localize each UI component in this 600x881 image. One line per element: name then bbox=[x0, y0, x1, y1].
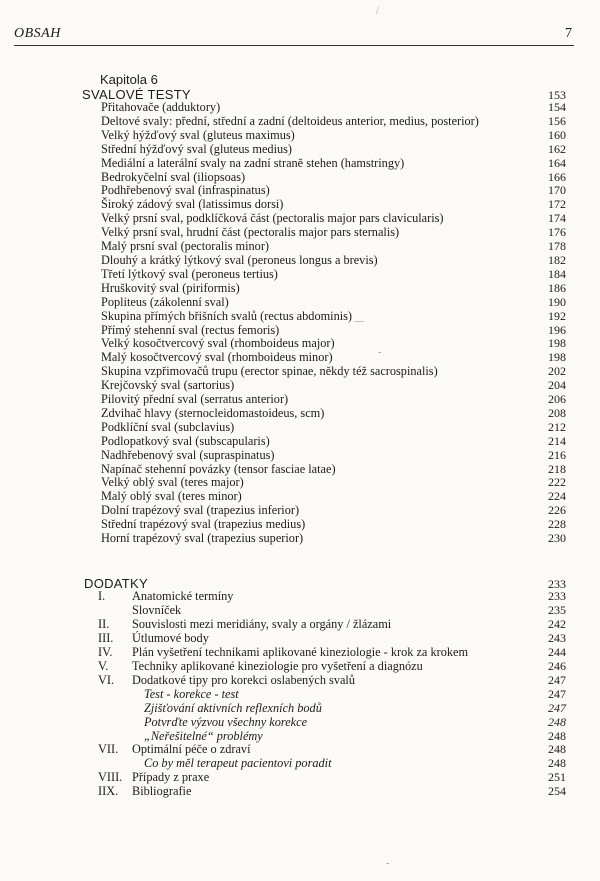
toc-entry bbox=[101, 421, 566, 435]
toc-entry-title: Střední trapézový sval (trapezius medius) bbox=[101, 517, 306, 532]
chapter-label: Kapitola 6 bbox=[100, 72, 158, 87]
toc-entry-page: 182 bbox=[548, 252, 566, 267]
toc-entry-page: 174 bbox=[548, 211, 566, 226]
toc-entry bbox=[101, 115, 566, 129]
appendix-entry bbox=[98, 757, 566, 771]
toc-entry-page: 178 bbox=[548, 239, 566, 254]
toc-entry-page: 214 bbox=[548, 433, 566, 448]
toc-entry bbox=[101, 184, 566, 198]
toc-entry-page: 226 bbox=[548, 503, 566, 518]
appendix-entry bbox=[98, 730, 566, 744]
appendix-entry-page: 244 bbox=[548, 644, 566, 659]
appendix-entry-number: VI. bbox=[98, 672, 115, 687]
appendix-entry bbox=[98, 660, 566, 674]
toc-entry-title: Velký prsní sval, podklíčková část (pectoralis major pars clavicularis) bbox=[101, 211, 444, 226]
appendix-entry bbox=[98, 646, 566, 660]
appendix-entry-title: Anatomické termíny bbox=[132, 589, 234, 603]
appendix-entry bbox=[98, 590, 566, 604]
appendix-entry-number: IIX. bbox=[98, 784, 119, 799]
appendix-entry-title: Techniky aplikované kineziologie pro vyšetření a diagnózu bbox=[132, 658, 423, 673]
appendix-entry bbox=[98, 785, 566, 799]
toc-entry-page: 156 bbox=[548, 113, 566, 128]
scan-speck: / bbox=[376, 6, 379, 17]
appendix-entry bbox=[98, 716, 566, 730]
appendix-entry bbox=[98, 688, 566, 702]
toc-entry-title: Deltové svaly: přední, střední a zadní (deltoideus anterior, medius, posterior) bbox=[101, 113, 479, 128]
appendix-heading-page: 233 bbox=[548, 577, 566, 591]
appendix-entry-page: 247 bbox=[548, 686, 566, 701]
toc-entry bbox=[101, 379, 566, 393]
toc-entry bbox=[101, 365, 566, 379]
toc-entry-title: Podklíční sval (subclavius) bbox=[101, 419, 235, 434]
appendix-entry-page: 247 bbox=[548, 700, 566, 715]
header-rule bbox=[14, 45, 574, 46]
toc-entry-page: 172 bbox=[548, 197, 566, 212]
toc-entry bbox=[101, 282, 566, 296]
toc-entry-page: 176 bbox=[548, 225, 566, 240]
chapter-entry-list bbox=[101, 101, 566, 546]
toc-entry bbox=[101, 171, 566, 185]
appendix-entry-title: Slovníček bbox=[132, 602, 182, 617]
toc-entry bbox=[101, 101, 566, 115]
toc-entry-page: 166 bbox=[548, 169, 566, 184]
toc-entry-page: 186 bbox=[548, 280, 566, 295]
appendix-entry-page: 235 bbox=[548, 602, 566, 617]
toc-entry-page: 230 bbox=[548, 531, 566, 546]
toc-entry-page: 196 bbox=[548, 322, 566, 337]
appendix-entry-number: I. bbox=[98, 589, 106, 603]
toc-entry bbox=[101, 310, 566, 324]
toc-entry-title: Krejčovský sval (sartorius) bbox=[101, 378, 235, 393]
toc-entry-title: Podhřebenový sval (infraspinatus) bbox=[101, 183, 270, 198]
toc-entry-page: 204 bbox=[548, 378, 566, 393]
chapter-heading-page: 153 bbox=[548, 88, 566, 102]
appendix-entry-title: Potvrďte výzvou všechny korekce bbox=[144, 714, 308, 729]
toc-entry-title: Velký kosočtvercový sval (rhomboideus major) bbox=[101, 336, 335, 351]
toc-entry-title: Horní trapézový sval (trapezius superior) bbox=[101, 531, 304, 546]
appendix-entry-title: Souvislosti mezi meridiány, svaly a orgány / žlázami bbox=[132, 616, 392, 631]
toc-entry bbox=[101, 212, 566, 226]
toc-entry bbox=[101, 435, 566, 449]
appendix-entry-list bbox=[98, 590, 566, 799]
appendix-entry bbox=[98, 632, 566, 646]
toc-entry-title: Mediální a laterální svaly na zadní straně stehen (hamstringy) bbox=[101, 155, 405, 170]
appendix-entry-page: 246 bbox=[548, 658, 566, 673]
toc-entry-page: 202 bbox=[548, 364, 566, 379]
toc-entry-title: Dolní trapézový sval (trapezius inferior) bbox=[101, 503, 300, 518]
toc-entry-title: Malý kosočtvercový sval (rhomboideus minor) bbox=[101, 350, 333, 365]
toc-entry-page: 170 bbox=[548, 183, 566, 198]
appendix-entry-page: 248 bbox=[548, 714, 566, 729]
page-number: 7 bbox=[565, 26, 572, 41]
toc-entry-page: 212 bbox=[548, 419, 566, 434]
appendix-entry-number: VII. bbox=[98, 742, 119, 757]
toc-entry-title: Skupina vzpřimovačů trupu (erector spinae, někdy též sacrospinalis) bbox=[101, 364, 438, 379]
appendix-entry-page: 248 bbox=[548, 728, 566, 743]
appendix-entry-number: V. bbox=[98, 658, 109, 673]
toc-entry-title: Velký hýžďový sval (gluteus maximus) bbox=[101, 127, 295, 142]
toc-entry-title: Přímý stehenní sval (rectus femoris) bbox=[101, 322, 280, 337]
toc-entry bbox=[101, 240, 566, 254]
scan-speck: - bbox=[386, 858, 390, 869]
appendix-entry-title: Případy z praxe bbox=[132, 770, 210, 785]
toc-entry-page: 218 bbox=[548, 461, 566, 476]
toc-entry-page: 190 bbox=[548, 294, 566, 309]
appendix-entry-page: 242 bbox=[548, 616, 566, 631]
appendix-entry-title: Útlumové body bbox=[132, 630, 209, 645]
toc-entry-page: 206 bbox=[548, 392, 566, 407]
appendix-entry bbox=[98, 743, 566, 757]
toc-entry bbox=[101, 268, 566, 282]
toc-entry bbox=[101, 143, 566, 157]
appendix-entry bbox=[98, 771, 566, 785]
appendix-entry-page: 233 bbox=[548, 589, 566, 603]
appendix-entry-page: 248 bbox=[548, 742, 566, 757]
toc-entry-title: Podlopatkový sval (subscapularis) bbox=[101, 433, 270, 448]
chapter-heading: SVALOVÉ TESTY bbox=[82, 87, 191, 102]
toc-entry-title: Široký zádový sval (latissimus dorsi) bbox=[101, 197, 284, 212]
appendix-entry-number: IV. bbox=[98, 644, 113, 659]
toc-entry-page: 160 bbox=[548, 127, 566, 142]
toc-entry-title: Napínač stehenní povázky (tensor fasciae latae) bbox=[101, 461, 336, 476]
scan-speck: — bbox=[354, 316, 364, 327]
toc-entry-title: Pilovitý přední sval (serratus anterior) bbox=[101, 392, 289, 407]
running-header-title: OBSAH bbox=[14, 26, 61, 41]
toc-entry-page: 198 bbox=[548, 350, 566, 365]
appendix-entry-page: 248 bbox=[548, 756, 566, 771]
toc-entry-page: 222 bbox=[548, 475, 566, 490]
appendix-entry-number: III. bbox=[98, 630, 114, 645]
toc-entry-title: Střední hýžďový sval (gluteus medius) bbox=[101, 141, 293, 156]
toc-entry-title: Třetí lýtkový sval (peroneus tertius) bbox=[101, 266, 278, 281]
toc-entry-page: 154 bbox=[548, 100, 566, 114]
toc-entry bbox=[101, 254, 566, 268]
toc-entry bbox=[101, 407, 566, 421]
toc-entry-title: Popliteus (zákolenní sval) bbox=[101, 294, 229, 309]
toc-entry bbox=[101, 324, 566, 338]
appendix-entry bbox=[98, 604, 566, 618]
toc-entry bbox=[101, 296, 566, 310]
toc-entry bbox=[101, 226, 566, 240]
appendix-entry-page: 243 bbox=[548, 630, 566, 645]
toc-entry bbox=[101, 449, 566, 463]
toc-entry-title: Velký prsní sval, hrudní část (pectoralis major pars sternalis) bbox=[101, 225, 400, 240]
appendix-heading: DODATKY bbox=[84, 576, 148, 591]
toc-entry-title: Dlouhý a krátký lýtkový sval (peroneus longus a brevis) bbox=[101, 252, 378, 267]
appendix-entry-page: 247 bbox=[548, 672, 566, 687]
toc-entry-title: Přitahovače (adduktory) bbox=[101, 100, 221, 114]
toc-entry-page: 192 bbox=[548, 308, 566, 323]
toc-entry bbox=[101, 198, 566, 212]
toc-entry-page: 208 bbox=[548, 405, 566, 420]
appendix-entry-title: Optimální péče o zdraví bbox=[132, 742, 251, 757]
toc-entry-page: 198 bbox=[548, 336, 566, 351]
toc-entry bbox=[101, 476, 566, 490]
appendix-entry-page: 251 bbox=[548, 770, 566, 785]
appendix-entry-title: Zjišťování aktivních reflexních bodů bbox=[144, 700, 322, 715]
toc-entry bbox=[101, 129, 566, 143]
toc-entry-title: Malý oblý sval (teres minor) bbox=[101, 489, 242, 504]
toc-entry-title: Zdvihač hlavy (sternocleidomastoideus, scm) bbox=[101, 405, 325, 420]
appendix-entry-number: II. bbox=[98, 616, 110, 631]
appendix-entry-title: Co by měl terapeut pacientovi poradit bbox=[144, 756, 332, 771]
appendix-entry-title: „Neřešitelné“ problémy bbox=[144, 728, 263, 743]
toc-entry bbox=[101, 532, 566, 546]
toc-entry-page: 162 bbox=[548, 141, 566, 156]
appendix-entry-page: 254 bbox=[548, 784, 566, 799]
toc-entry-title: Bedrokyčelní sval (iliopsoas) bbox=[101, 169, 246, 184]
toc-entry-title: Velký oblý sval (teres major) bbox=[101, 475, 244, 490]
toc-entry-page: 164 bbox=[548, 155, 566, 170]
toc-entry-title: Hruškovitý sval (piriformis) bbox=[101, 280, 240, 295]
toc-entry-page: 184 bbox=[548, 266, 566, 281]
appendix-entry bbox=[98, 674, 566, 688]
toc-entry bbox=[101, 337, 566, 351]
toc-entry-title: Nadhřebenový sval (supraspinatus) bbox=[101, 447, 275, 462]
toc-entry-title: Skupina přímých břišních svalů (rectus abdominis) bbox=[101, 308, 353, 323]
appendix-entry-title: Dodatkové tipy pro korekci oslabených svalů bbox=[132, 672, 355, 687]
toc-entry-page: 228 bbox=[548, 517, 566, 532]
toc-entry bbox=[101, 351, 566, 365]
appendix-entry bbox=[98, 702, 566, 716]
appendix-entry-number: VIII. bbox=[98, 770, 123, 785]
toc-entry-title: Malý prsní sval (pectoralis minor) bbox=[101, 239, 270, 254]
toc-entry bbox=[101, 393, 566, 407]
appendix-entry-title: Bibliografie bbox=[132, 784, 192, 799]
toc-entry bbox=[101, 157, 566, 171]
appendix-entry-title: Test - korekce - test bbox=[144, 686, 239, 701]
toc-entry bbox=[101, 504, 566, 518]
toc-entry bbox=[101, 490, 566, 504]
appendix-entry bbox=[98, 618, 566, 632]
scan-speck: - bbox=[378, 347, 382, 358]
toc-entry-page: 224 bbox=[548, 489, 566, 504]
toc-entry bbox=[101, 463, 566, 477]
toc-entry bbox=[101, 518, 566, 532]
toc-entry-page: 216 bbox=[548, 447, 566, 462]
appendix-entry-title: Plán vyšetření technikami aplikované kineziologie - krok za krokem bbox=[132, 644, 469, 659]
